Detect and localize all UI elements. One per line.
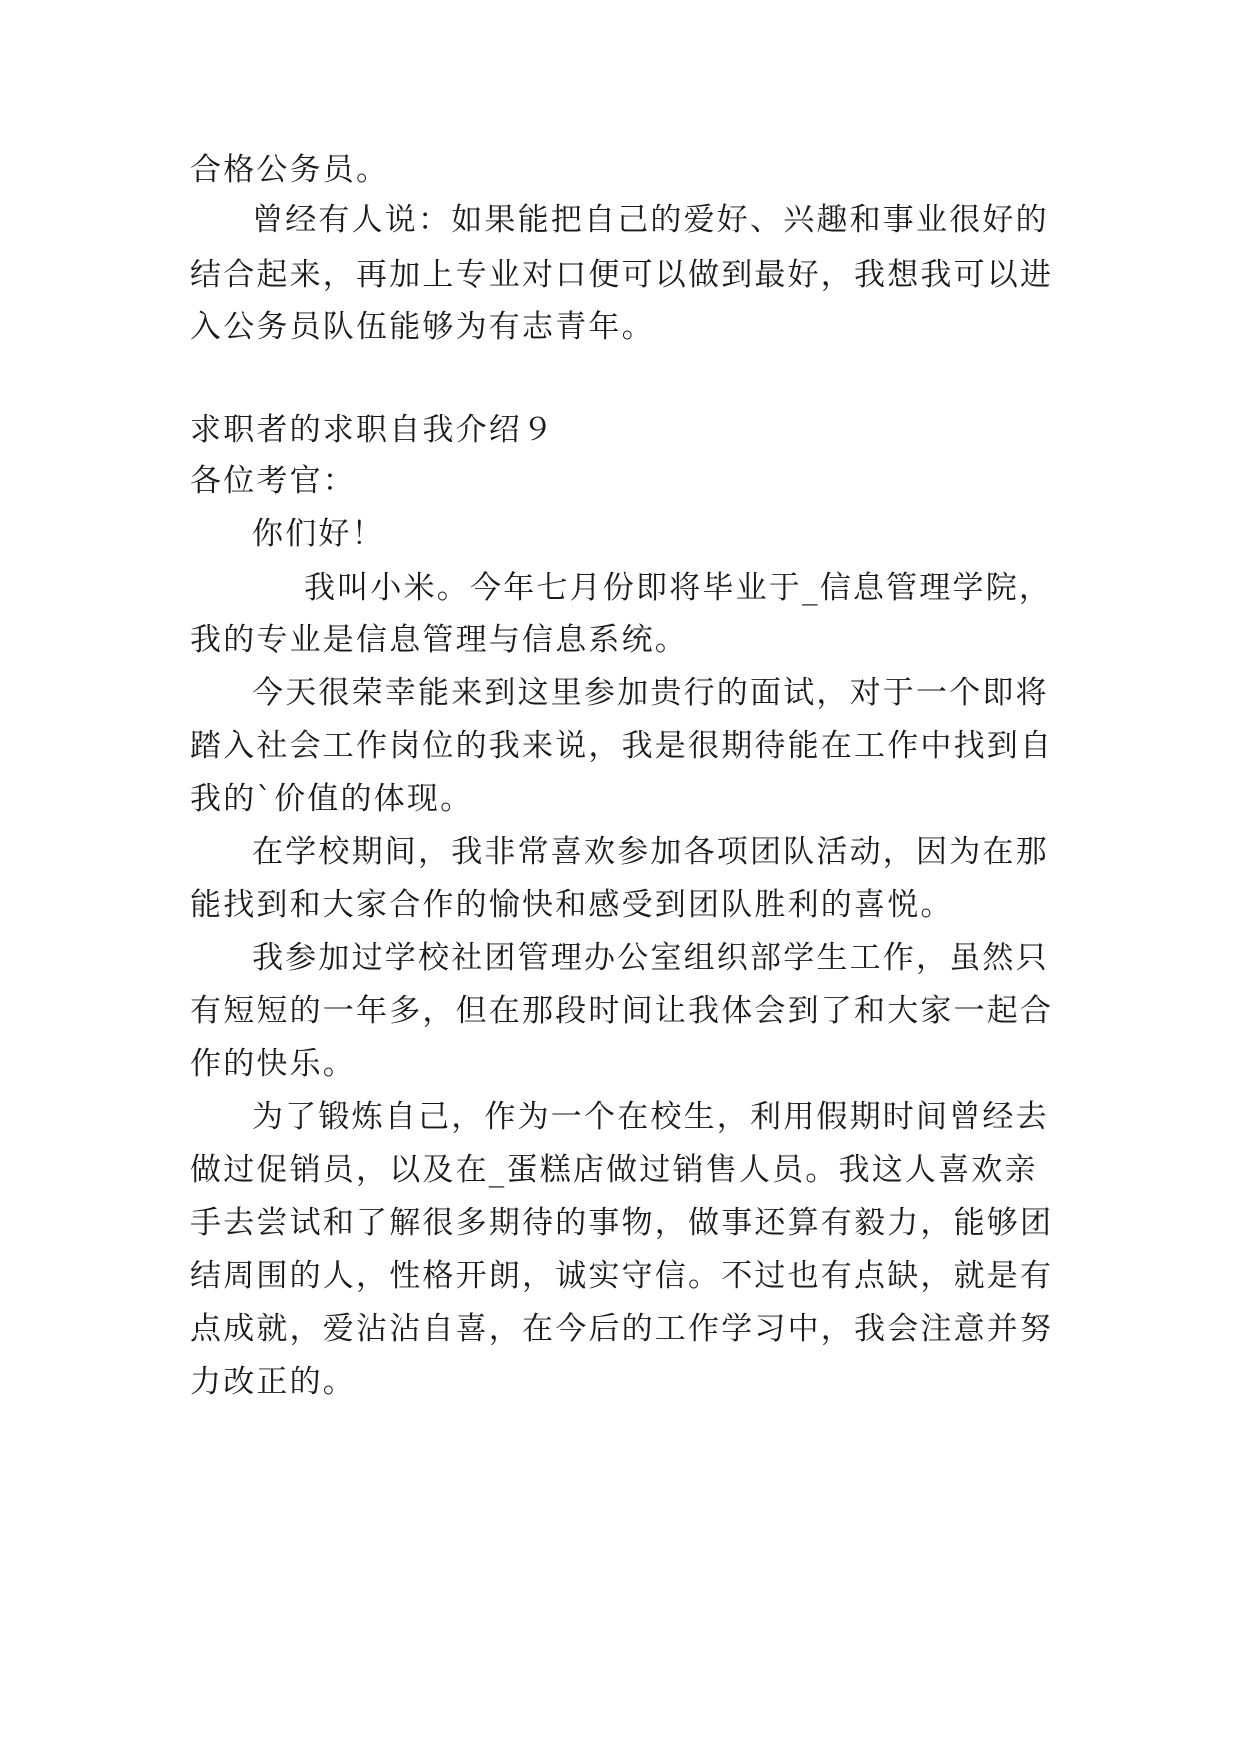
- paragraph-line: 我的`价值的体现。: [190, 781, 474, 817]
- salutation: 各位考官：: [190, 463, 356, 499]
- paragraph-line: 手去尝试和了解很多期待的事物，做事还算有毅力，能够团: [190, 1205, 1054, 1241]
- paragraph-line: 今天很荣幸能来到这里参加贵行的面试，对于一个即将: [252, 675, 1049, 711]
- paragraph-line: 在学校期间，我非常喜欢参加各项团队活动，因为在那: [252, 834, 1049, 870]
- paragraph-line: 点成就，爱沾沾自喜，在今后的工作学习中，我会注意并努: [190, 1311, 1054, 1347]
- paragraph-line: 做过促销员，以及在_蛋糕店做过销售人员。我这人喜欢亲: [190, 1152, 1038, 1188]
- paragraph-line: 我叫小米。今年七月份即将毕业于_信息管理学院，: [304, 570, 1053, 606]
- paragraph-line: 入公务员队伍能够为有志青年。: [190, 309, 655, 345]
- paragraph-line: 结合起来，再加上专业对口便可以做到最好，我想我可以进: [190, 257, 1054, 293]
- paragraph-line: 能找到和大家合作的愉快和感受到团队胜利的喜悦。: [190, 887, 954, 923]
- paragraph-line: 合格公务员。: [190, 152, 390, 188]
- paragraph-line: 力改正的。: [190, 1364, 356, 1400]
- greeting: 你们好！: [252, 516, 385, 552]
- paragraph-line: 我参加过学校社团管理办公室组织部学生工作，虽然只: [252, 940, 1049, 976]
- section-heading: 求职者的求职自我介绍９: [190, 412, 556, 448]
- paragraph-line: 有短短的一年多，但在那段时间让我体会到了和大家一起合: [190, 993, 1054, 1029]
- paragraph-line: 结周围的人，性格开朗，诚实守信。不过也有点缺，就是有: [190, 1258, 1054, 1294]
- paragraph-line: 曾经有人说：如果能把自己的爱好、兴趣和事业很好的: [252, 202, 1049, 238]
- paragraph-line: 为了锻炼自己，作为一个在校生，利用假期时间曾经去: [252, 1099, 1049, 1135]
- paragraph-line: 踏入社会工作岗位的我来说，我是很期待能在工作中找到自: [190, 728, 1054, 764]
- paragraph-line: 作的快乐。: [190, 1046, 356, 1082]
- paragraph-line: 我的专业是信息管理与信息系统。: [190, 622, 688, 658]
